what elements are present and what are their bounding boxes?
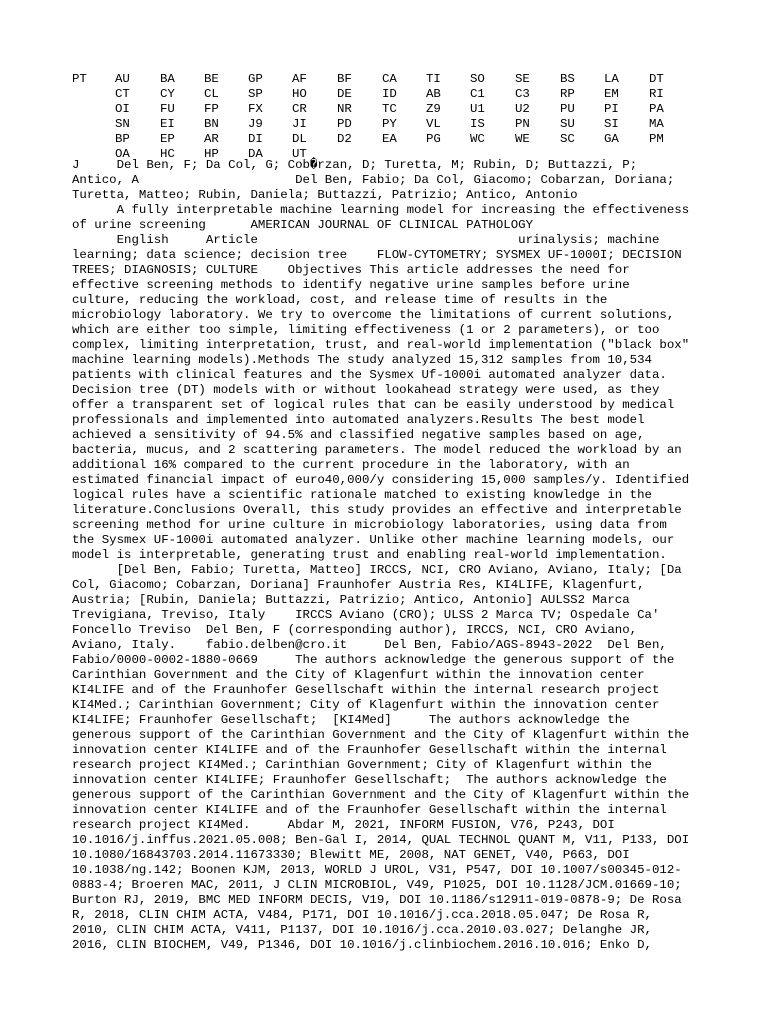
field-code: DA xyxy=(248,147,263,161)
field-code: DT xyxy=(649,72,664,86)
field-code: WC xyxy=(470,132,485,146)
field-code: DL xyxy=(292,132,307,146)
field-code: PT xyxy=(72,72,87,86)
field-code: OA xyxy=(115,147,130,161)
record-line: the Sysmex UF-1000i automated analyzer. Unlike other machine learning models, our xyxy=(72,533,675,547)
record-line: English Article urinalysis; machine xyxy=(72,233,660,247)
record-body xyxy=(72,158,697,953)
record-line: Decision tree (DT) models with or without lookahead strategy were used, as they xyxy=(72,383,660,397)
field-code: PG xyxy=(426,132,441,146)
field-code: EI xyxy=(160,117,175,131)
field-code: DI xyxy=(248,132,263,146)
record-line: 10.1038/ng.142; Boonen KJM, 2013, WORLD J UROL, V31, P547, DOI 10.1007/s00345-012- xyxy=(72,863,682,877)
field-code: C3 xyxy=(515,87,530,101)
field-code: EM xyxy=(604,87,619,101)
field-code: CA xyxy=(382,72,397,86)
field-code: HP xyxy=(204,147,219,161)
record-line: learning; data science; decision tree FLOW-CYTOMETRY; SYSMEX UF-1000I; DECISION xyxy=(72,248,682,262)
field-code: AU xyxy=(115,72,130,86)
record-line: patients with clinical features and the Sysmex Uf-1000i automated analyzer data. xyxy=(72,368,667,382)
record-line: model is interpretable, generating trust and enabling real-world implementation. xyxy=(72,548,667,562)
field-code: VL xyxy=(426,117,441,131)
field-code: TC xyxy=(382,102,397,116)
record-line: research project KI4Med.; Carinthian Government; City of Klagenfurt within the xyxy=(72,758,652,772)
record-line: 0883-4; Broeren MAC, 2011, J CLIN MICROBIOL, V49, P1025, DOI 10.1128/JCM.01669-10; xyxy=(72,878,682,892)
record-line: achieved a sensitivity of 94.5% and classified negative samples based on age, xyxy=(72,428,645,442)
record-line: literature.Conclusions Overall, this study provides an effective and interpretable xyxy=(72,503,682,517)
record-line: effective screening methods to identify negative urine samples before urine xyxy=(72,278,630,292)
field-code: J9 xyxy=(248,117,263,131)
record-line: innovation center KI4LIFE and of the Fraunhofer Gesellschaft within the internal xyxy=(72,743,667,757)
field-code: SI xyxy=(604,117,619,131)
record-line: screening method for urine culture in microbiology laboratories, using data from xyxy=(72,518,667,532)
field-code: SO xyxy=(470,72,485,86)
record-line: 2016, CLIN BIOCHEM, V49, P1346, DOI 10.1016/j.clinbiochem.2016.10.016; Enko D, xyxy=(72,938,652,952)
record-line: Carinthian Government and the City of Klagenfurt within the innovation center xyxy=(72,668,645,682)
field-code: LA xyxy=(604,72,619,86)
field-code: D2 xyxy=(337,132,352,146)
field-code: CY xyxy=(160,87,175,101)
record-line: complex, limiting interpretation, trust, and real-world implementation ("black box" xyxy=(72,338,690,352)
field-code: SU xyxy=(560,117,575,131)
record-line: culture, reducing the workload, cost, and release time of results in the xyxy=(72,293,608,307)
field-code: FU xyxy=(160,102,175,116)
record-line: estimated financial impact of euro40,000/y considering 15,000 samples/y. Identified xyxy=(72,473,690,487)
field-code: PM xyxy=(649,132,664,146)
field-code: PA xyxy=(649,102,664,116)
field-code: IS xyxy=(470,117,485,131)
field-code: CT xyxy=(115,87,130,101)
field-code: DE xyxy=(337,87,352,101)
field-code: TI xyxy=(426,72,441,86)
record-line: KI4LIFE and of the Fraunhofer Gesellschaft within the internal research project xyxy=(72,683,660,697)
record-line: offer a transparent set of logical rules that can be easily understood by medical xyxy=(72,398,675,412)
field-code: MA xyxy=(649,117,664,131)
field-code: HO xyxy=(292,87,307,101)
field-code: RP xyxy=(560,87,575,101)
record-line: TREES; DIAGNOSIS; CULTURE Objectives This article addresses the need for xyxy=(72,263,630,277)
field-code: PN xyxy=(515,117,530,131)
field-code: SP xyxy=(248,87,263,101)
record-line: innovation center KI4LIFE and of the Fraunhofer Gesellschaft within the internal xyxy=(72,803,667,817)
record-line: Antico, A Del Ben, Fabio; Da Col, Giacomo; Cobarzan, Doriana; xyxy=(72,173,675,187)
record-line: of urine screening AMERICAN JOURNAL OF CLINICAL PATHOLOGY xyxy=(72,218,534,232)
field-code: GA xyxy=(604,132,619,146)
field-code: OI xyxy=(115,102,130,116)
record-line: Col, Giacomo; Cobarzan, Doriana] Fraunhofer Austria Res, KI4LIFE, Klagenfurt, xyxy=(72,578,645,592)
record-line: research project KI4Med. Abdar M, 2021, INFORM FUSION, V76, P243, DOI xyxy=(72,818,615,832)
field-code: SE xyxy=(515,72,530,86)
record-line: professionals and implemented into automated analyzers.Results The best model xyxy=(72,413,645,427)
field-code: ID xyxy=(382,87,397,101)
record-line: Foncello Treviso Del Ben, F (corresponding author), IRCCS, NCI, CRO Aviano, xyxy=(72,623,638,637)
field-code: BS xyxy=(560,72,575,86)
record-line: 2010, CLIN CHIM ACTA, V411, P1137, DOI 10.1016/j.cca.2010.03.027; Delanghe JR, xyxy=(72,923,652,937)
record-line: generous support of the Carinthian Government and the City of Klagenfurt within the xyxy=(72,728,690,742)
field-code: AF xyxy=(292,72,307,86)
record-line: Turetta, Matteo; Rubin, Daniela; Buttazzi, Patrizio; Antico, Antonio xyxy=(72,188,578,202)
field-code: Z9 xyxy=(426,102,441,116)
field-code: BN xyxy=(204,117,219,131)
record-line: 10.1080/16843703.2014.11673330; Blewitt ME, 2008, NAT GENET, V40, P663, DOI xyxy=(72,848,630,862)
field-code: EP xyxy=(160,132,175,146)
field-code: BP xyxy=(115,132,130,146)
field-code: FP xyxy=(204,102,219,116)
record-line: microbiology laboratory. We try to overcome the limitations of current solutions, xyxy=(72,308,675,322)
field-code: EA xyxy=(382,132,397,146)
field-code: C1 xyxy=(470,87,485,101)
field-code: AB xyxy=(426,87,441,101)
record-line: which are either too simple, limiting effectiveness (1 or 2 parameters), or too xyxy=(72,323,660,337)
field-code: HC xyxy=(160,147,175,161)
field-code: BA xyxy=(160,72,175,86)
field-code: SN xyxy=(115,117,130,131)
field-code: BE xyxy=(204,72,219,86)
record-line: machine learning models).Methods The study analyzed 15,312 samples from 10,534 xyxy=(72,353,652,367)
field-code: WE xyxy=(515,132,530,146)
record-line: Fabio/0000-0002-1880-0669 The authors acknowledge the generous support of the xyxy=(72,653,675,667)
field-code: U2 xyxy=(515,102,530,116)
field-code: NR xyxy=(337,102,352,116)
record-line: A fully interpretable machine learning model for increasing the effectiveness xyxy=(72,203,690,217)
record-line: KI4Med.; Carinthian Government; City of Klagenfurt within the innovation center xyxy=(72,698,660,712)
field-code: CR xyxy=(292,102,307,116)
field-code: U1 xyxy=(470,102,485,116)
record-line: 10.1016/j.inffus.2021.05.008; Ben-Gal I, 2014, QUAL TECHNOL QUANT M, V11, P133, DOI xyxy=(72,833,690,847)
field-code: SC xyxy=(560,132,575,146)
field-code: PU xyxy=(560,102,575,116)
record-line: generous support of the Carinthian Government and the City of Klagenfurt within the xyxy=(72,788,690,802)
record-line: R, 2018, CLIN CHIM ACTA, V484, P171, DOI 10.1016/j.cca.2018.05.047; De Rosa R, xyxy=(72,908,652,922)
field-code: CL xyxy=(204,87,219,101)
record-line: Aviano, Italy. fabio.delben@cro.it Del Ben, Fabio/AGS-8943-2022 Del Ben, xyxy=(72,638,667,652)
field-code: PI xyxy=(604,102,619,116)
field-code: UT xyxy=(292,147,307,161)
field-code: RI xyxy=(649,87,664,101)
field-code: PD xyxy=(337,117,352,131)
field-code: FX xyxy=(248,102,263,116)
field-code: PY xyxy=(382,117,397,131)
record-line: logical rules have a scientific rationale matched to existing knowledge in the xyxy=(72,488,652,502)
record-line: [Del Ben, Fabio; Turetta, Matteo] IRCCS, NCI, CRO Aviano, Aviano, Italy; [Da xyxy=(72,563,682,577)
field-code: JI xyxy=(292,117,307,131)
record-line: KI4LIFE; Fraunhofer Gesellschaft; [KI4Med] The authors acknowledge the xyxy=(72,713,630,727)
record-line: additional 16% compared to the current procedure in the laboratory, with an xyxy=(72,458,630,472)
field-code: BF xyxy=(337,72,352,86)
record-line: J Del Ben, F; Da Col, G; Cob�rzan, D; Turetta, M; Rubin, D; Buttazzi, P; xyxy=(72,158,638,172)
field-code: AR xyxy=(204,132,219,146)
record-line: Burton RJ, 2019, BMC MED INFORM DECIS, V19, DOI 10.1186/s12911-019-0878-9; De Rosa xyxy=(72,893,682,907)
record-line: innovation center KI4LIFE; Fraunhofer Gesellschaft; The authors acknowledge the xyxy=(72,773,667,787)
field-code: GP xyxy=(248,72,263,86)
record-line: Trevigiana, Treviso, Italy IRCCS Aviano (CRO); ULSS 2 Marca TV; Ospedale Ca' xyxy=(72,608,660,622)
record-line: Austria; [Rubin, Daniela; Buttazzi, Patrizio; Antico, Antonio] AULSS2 Marca xyxy=(72,593,630,607)
record-line: bacteria, mucus, and 2 scattering parameters. The model reduced the workload by an xyxy=(72,443,682,457)
